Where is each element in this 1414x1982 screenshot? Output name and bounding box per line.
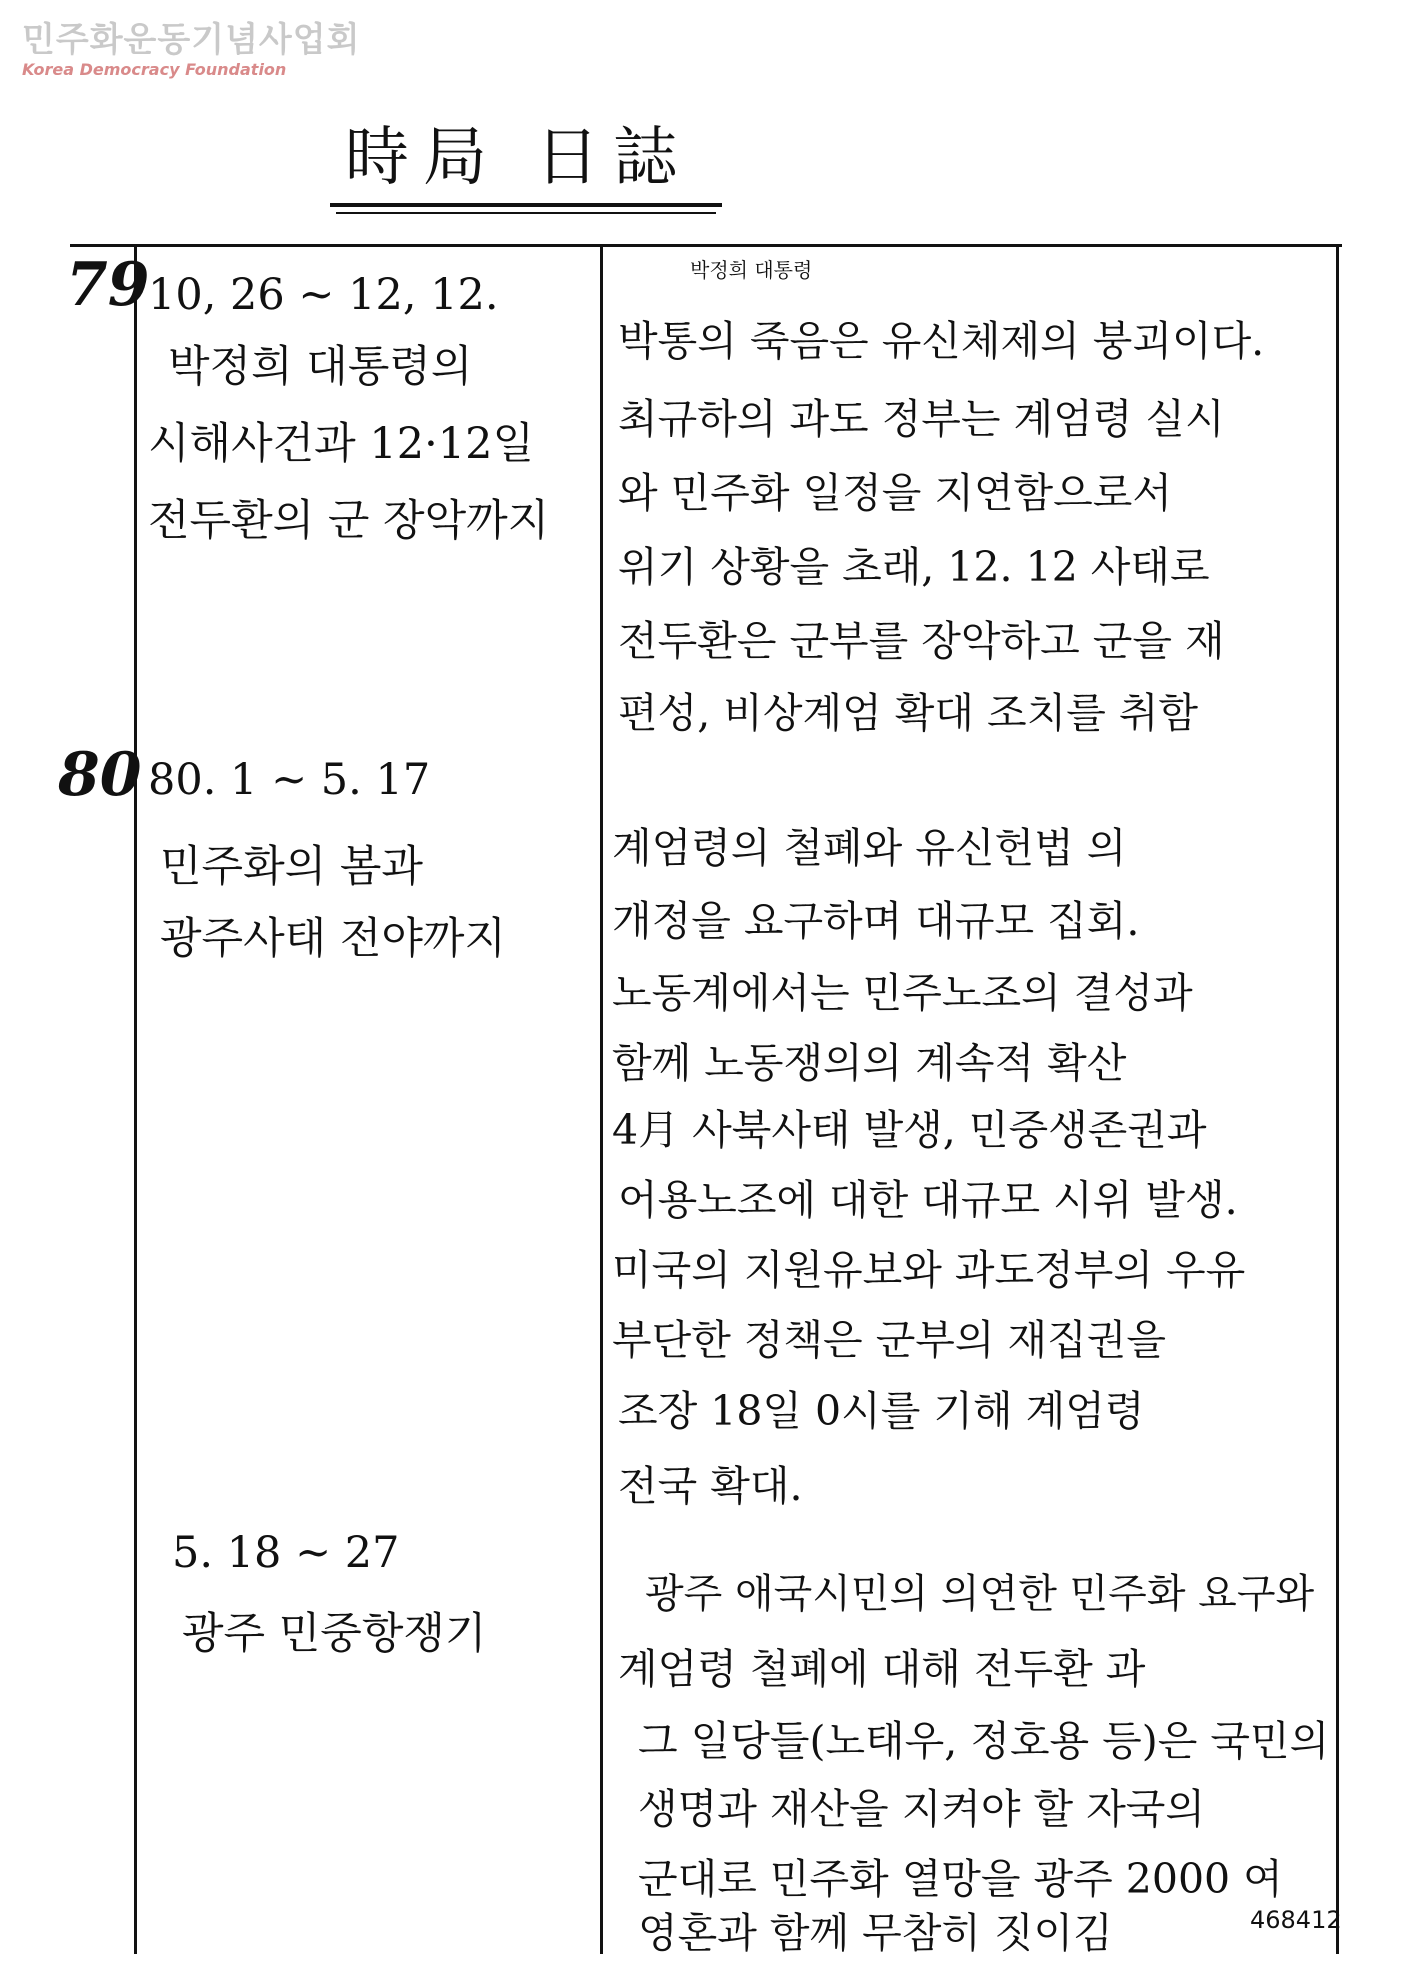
table-right-border xyxy=(1336,244,1339,1954)
year-mark-79: 79 xyxy=(66,250,150,320)
section2-right-line: 노동계에서는 민주노조의 결성과 xyxy=(612,969,1193,1017)
section2-right-line: 어용노조에 대한 대규모 시위 발생. xyxy=(618,1176,1238,1224)
section3-right-line: 그 일당들(노태우, 정호용 등)은 국민의 xyxy=(638,1717,1330,1765)
document-number: 468412 xyxy=(1250,1906,1342,1934)
section1-annotation: 박정희 대통령 xyxy=(690,258,813,282)
section2-right-line: 함께 노동쟁의의 계속적 확산 xyxy=(612,1039,1127,1087)
section2-right-line: 미국의 지원유보와 과도정부의 우유 xyxy=(612,1246,1246,1294)
section3-left-line: 5. 18 ~ 27 xyxy=(172,1528,400,1578)
section1-right-line: 박통의 죽음은 유신체제의 붕괴이다. xyxy=(618,317,1265,365)
section3-left-line: 광주 민중항쟁기 xyxy=(182,1609,487,1659)
section1-right-line: 와 민주화 일정을 지연함으로서 xyxy=(618,469,1172,517)
section3-right-line: 영혼과 함께 무참히 짓이김 xyxy=(638,1909,1113,1957)
section2-left-line: 민주화의 봄과 xyxy=(160,842,423,892)
section3-right-line: 생명과 재산을 지켜야 할 자국의 xyxy=(638,1785,1206,1833)
section3-right-line: 군대로 민주화 열망을 광주 2000 여 xyxy=(638,1855,1283,1903)
watermark-english: Korea Democracy Foundation xyxy=(22,60,287,79)
section2-right-line: 조장 18일 0시를 기해 계엄령 xyxy=(618,1387,1145,1435)
section2-left-line: 80. 1 ~ 5. 17 xyxy=(148,755,431,805)
section1-right-line: 전두환은 군부를 장악하고 군을 재 xyxy=(618,617,1225,665)
section1-right-line: 위기 상황을 초래, 12. 12 사태로 xyxy=(618,543,1210,591)
section1-left-line: 박정희 대통령의 xyxy=(168,342,473,392)
title-underline xyxy=(330,203,722,207)
section2-left-line: 광주사태 전야까지 xyxy=(160,914,506,964)
section1-right-line: 최규하의 과도 정부는 계엄령 실시 xyxy=(618,395,1225,443)
section2-right-line: 계엄령의 철폐와 유신헌법 의 xyxy=(612,824,1127,872)
watermark-korean: 민주화운동기념사업회 xyxy=(22,20,361,60)
section2-right-line: 4月 사북사태 발생, 민중생존권과 xyxy=(612,1106,1207,1154)
page-title: 時局 日誌 xyxy=(345,121,692,195)
section3-right-line: 계엄령 철폐에 대해 전두환 과 xyxy=(618,1645,1146,1693)
table-left-border xyxy=(134,244,137,1954)
section1-left-line: 시해사건과 12·12일 xyxy=(148,419,534,469)
year-mark-80: 80 xyxy=(58,740,142,810)
section1-left-line: 전두환의 군 장악까지 xyxy=(148,496,550,546)
title-underline-secondary xyxy=(336,212,716,214)
table-top-border xyxy=(70,244,1342,247)
table-column-divider xyxy=(600,244,603,1954)
section2-right-line: 전국 확대. xyxy=(618,1462,803,1510)
section2-right-line: 개정을 요구하며 대규모 집회. xyxy=(612,897,1140,945)
section1-left-line: 10, 26 ~ 12, 12. xyxy=(148,270,499,320)
watermark xyxy=(22,20,360,80)
section2-right-line: 부단한 정책은 군부의 재집권을 xyxy=(612,1316,1166,1364)
section3-right-line: 광주 애국시민의 의연한 민주화 요구와 xyxy=(645,1571,1315,1617)
section1-right-line: 편성, 비상계엄 확대 조치를 취함 xyxy=(618,689,1199,737)
